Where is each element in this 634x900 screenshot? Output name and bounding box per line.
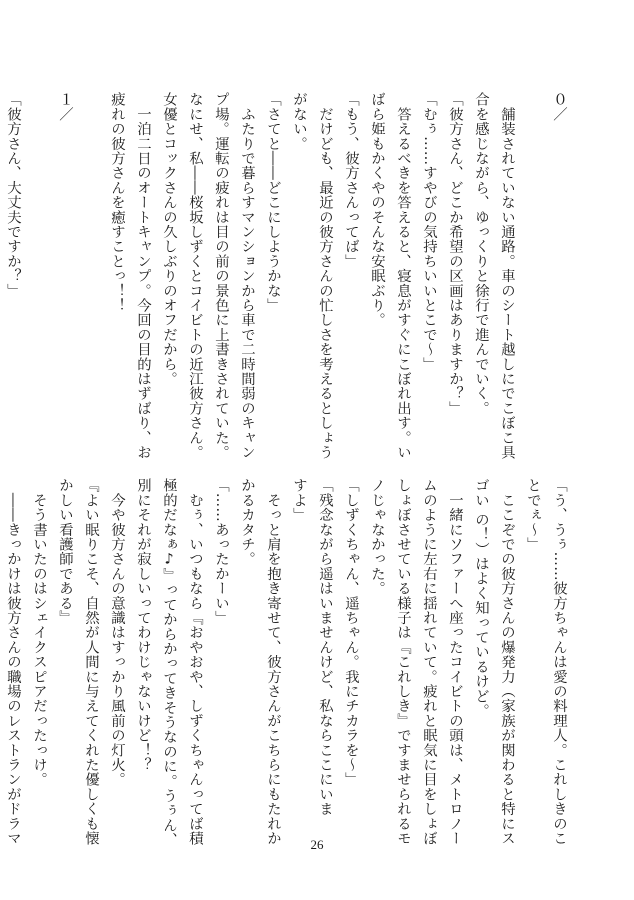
page-number: 26 bbox=[310, 837, 324, 852]
text-line bbox=[78, 92, 104, 472]
text-line: 「しずくちゃん、遥ちゃん。我にチカラを～」 bbox=[343, 478, 359, 787]
text-line bbox=[26, 92, 52, 472]
text-line: しょぼさせている様子は『これしき』ですませられるモ bbox=[395, 478, 411, 846]
text-line: かるカタチ。 bbox=[239, 478, 255, 567]
text-line: そう書いたのはシェイクスピアだったっけ。 bbox=[31, 478, 47, 787]
text-line: ０／ bbox=[551, 92, 567, 122]
text-line: ばら姫もかくやのそんな安眠ぶり。 bbox=[369, 92, 385, 328]
text-line: 「残念ながら遥はいませんけど、私ならここにいま bbox=[317, 478, 333, 817]
text-line: 答えるべきを答えると、寝息がすぐにこぼれ出す。い bbox=[395, 92, 411, 460]
text-line: なにせ、私――桜坂しずくとコイビトの近江彼方さん。 bbox=[187, 92, 203, 460]
text-line: 今や彼方さんの意識はすっかり風前の灯火。 bbox=[109, 478, 125, 787]
text-line: 『よい眠りこそ、自然が人間に与えてくれた優しくも懐 bbox=[83, 478, 99, 846]
text-line: かしい看護師である』 bbox=[57, 478, 73, 625]
text-line: ゴい の！）はよく知っているけど。 bbox=[473, 478, 489, 719]
text-line: 女優とコックさんの久しぶりのオフだから。 bbox=[161, 92, 177, 386]
text-line: 「彼方さん、大丈夫ですか？」 bbox=[5, 92, 21, 298]
text-line: ――きっかけは彼方さんの職場のレストランがドラマ bbox=[5, 478, 21, 846]
text-line: 「むぅ……すやびの気持ちいいとこで～」 bbox=[421, 92, 437, 372]
text-line: 「彼方さん、どこか希望の区画はありますか？」 bbox=[447, 92, 463, 416]
text-line: プ場。運転の疲れは目の前の景色に上書きされていた。 bbox=[213, 92, 229, 460]
text-line: すよ」 bbox=[291, 478, 307, 523]
text-line: 一緒にソファーへ座ったコイビトの頭は、メトロノー bbox=[447, 478, 463, 846]
text-line: ノじゃなかった。 bbox=[369, 478, 385, 596]
text-line: そっと肩を抱き寄せて、彼方さんがこちらにもたれか bbox=[265, 478, 281, 846]
text-line: 「もう、彼方さんってば」 bbox=[343, 92, 359, 269]
text-line: 合を感じながら、ゆっくりと徐行で進んでいく。 bbox=[473, 92, 489, 416]
text-line: 一泊二日のオートキャンプ。今回の目的はずばり、お bbox=[135, 92, 151, 460]
text-line: 「う、うぅ……彼方ちゃんは愛の料理人。これしきのこ bbox=[551, 478, 567, 846]
upper-text-block bbox=[0, 92, 572, 472]
text-line: 「さてと――どこにしようかな」 bbox=[265, 92, 281, 313]
text-line: 別にそれが寂しいってわけじゃないけど！？ bbox=[135, 478, 151, 772]
text-line: だけども、最近の彼方さんの忙しさを考えるとしょう bbox=[317, 92, 333, 460]
text-line: とでぇ～」 bbox=[525, 478, 541, 552]
text-line: １／ bbox=[57, 92, 73, 122]
text-line: ムのように左右に揺れていて。疲れと眠気に目をしょぼ bbox=[421, 478, 437, 846]
text-line: 「……あったかーい」 bbox=[213, 478, 229, 625]
text-line: ふたりで暮らすマンションから車で二時間弱のキャン bbox=[239, 92, 255, 460]
text-line: がない。 bbox=[291, 92, 307, 151]
text-line: 舗装されていない通路。車のシート越しにでこぼこ具 bbox=[499, 92, 515, 460]
text-line bbox=[520, 92, 546, 472]
text-line: ここぞでの彼方さんの爆発力（家族が関わると特にス bbox=[499, 478, 515, 846]
text-line: むぅ、いつもなら『おやおや、しずくちゃんってば積 bbox=[187, 478, 203, 846]
text-line: 極的だなぁ♪』ってからかってきそうなのに。うぅん、 bbox=[161, 478, 177, 848]
text-line: 疲れの彼方さんを癒すことっ！！ bbox=[109, 92, 125, 313]
